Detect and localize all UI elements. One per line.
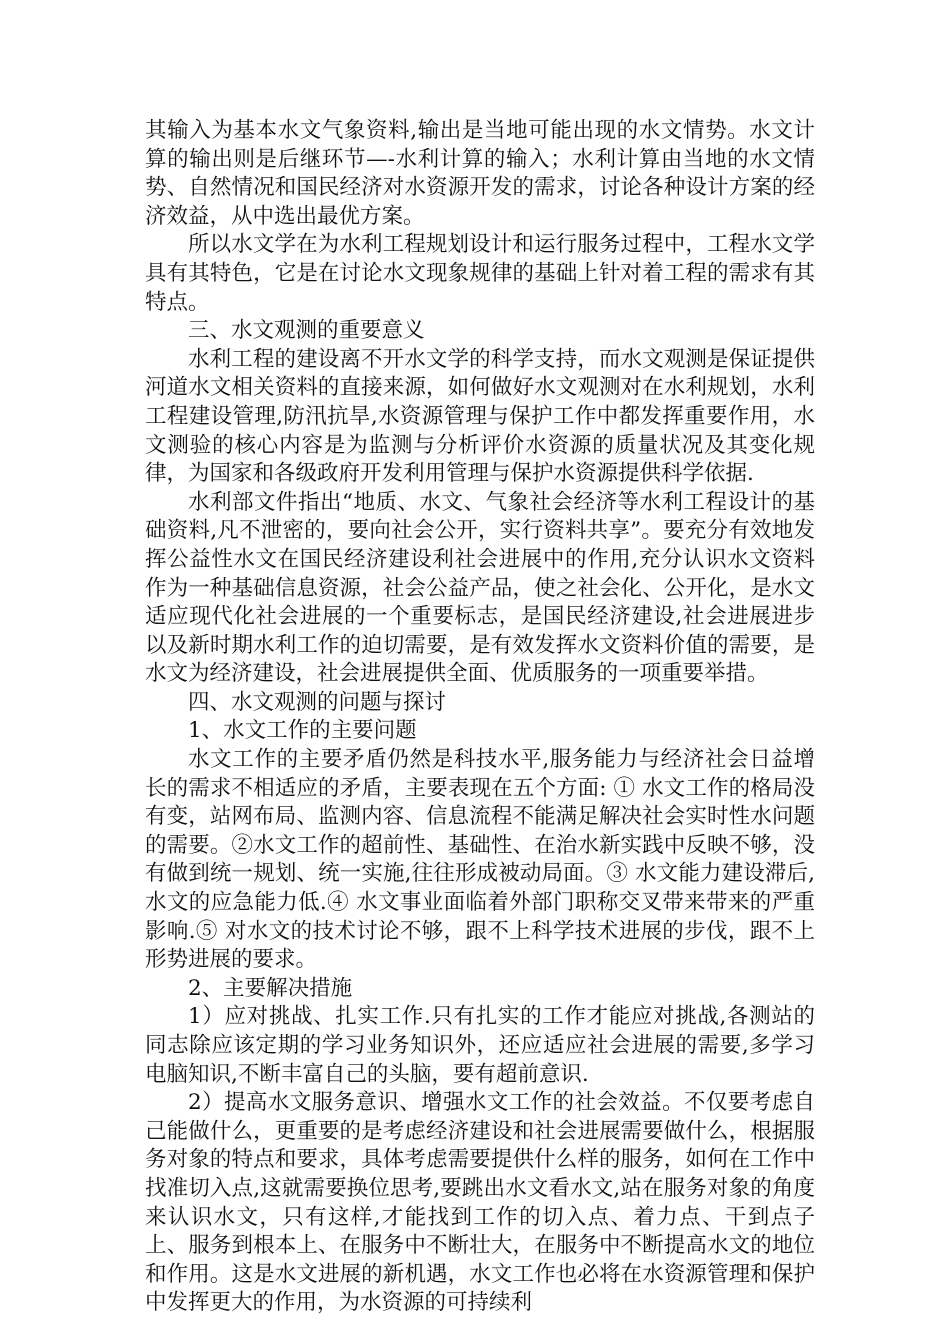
document-body: [145, 117, 815, 1318]
paragraph-main-problems: 水文工作的主要矛盾仍然是科技水平,服务能力与经济社会日益增长的需求不相适应的矛盾，主要表现在五个方面: ① 水文工作的格局没有变，站网布局、监测内容、信息流程不能满足解决社会实时性水问题的需要。②水文工作的超前性、基础性、在治水新实践中反映不够，没有做到统一规划、统一实施,往往形成被动局面。③ 水文能力建设滞后,水文的应急能力低.④ 水文事业面临着外部门职称交叉带来带来的严重影响.⑤ 对水文的技术讨论不够，跟不上科学技术进展的步伐，跟不上形势进展的要求。: [145, 747, 815, 973]
section-heading-3: 三、水文观测的重要意义: [188, 318, 425, 344]
subsection-heading-2: 2、主要解决措施: [188, 975, 353, 1001]
paragraph-hydrology-calculation: 其输入为基本水文气象资料,输出是当地可能出现的水文情势。水文计算的输出则是后继环节—-水利计算的输入；水利计算由当地的水文情势、自然情况和国民经济对水资源开发的需求，讨论各种设计方案的经济效益，从中选出最优方案。: [145, 118, 815, 229]
paragraph-measure-1: 1）应对挑战、扎实工作.只有扎实的工作才能应对挑战,各测站的同志除应该定期的学习业务知识外，还应适应社会进展的需要,多学习电脑知识,不断丰富自己的头脑，要有超前意识.: [145, 1004, 815, 1087]
paragraph-measure-2: 2）提高水文服务意识、增强水文工作的社会效益。不仅要考虑自己能做什么，更重要的是考虑经济建设和社会进展需要做什么，根据服务对象的特点和要求，具体考虑需要提供什么样的服务，如何在工作中找准切入点,这就需要换位思考,要跳出水文看水文,站在服务对象的角度来认识水文，只有这样,才能找到工作的切入点、着力点、干到点子上、服务到根本上、在服务中不断壮大，在服务中不断提高水文的地位和作用。这是水文进展的新机遇，水文工作也必将在水资源管理和保护中发挥更大的作用，为水资源的可持续利: [145, 1090, 815, 1316]
section-heading-4: 四、水文观测的问题与探讨: [188, 689, 447, 715]
paragraph-ministry-document: 水利部文件指出“地质、水文、气象社会经济等水利工程设计的基础资料,凡不泄密的，要向社会公开，实行资料共享”。要充分有效地发挥公益性水文在国民经济建设利社会进展中的作用,充分认识水文资料作为一种基础信息资源，社会公益产品，使之社会化、公开化，是水文适应现代化社会进展的一个重要标志，是国民经济建设,社会进展进步以及新时期水利工作的迫切需要，是有效发挥水文资料价值的需要，是水文为经济建设，社会进展提供全面、优质服务的一项重要举措。: [145, 489, 815, 687]
paragraph-observation-importance: 水利工程的建设离不开水文学的科学支持，而水文观测是保证提供河道水文相关资料的直接来源，如何做好水文观测对在水利规划，水利工程建设管理,防汛抗旱,水资源管理与保护工作中都发挥重要作用，水文测验的核心内容是为监测与分析评价水资源的质量状况及其变化规律，为国家和各级政府开发利用管理与保护水资源提供科学依据.: [145, 346, 815, 487]
paragraph-engineering-hydrology: 所以水文学在为水利工程规划设计和运行服务过程中，工程水文学具有其特色，它是在讨论水文现象规律的基础上针对着工程的需求有其特点。: [145, 232, 815, 315]
subsection-heading-1: 1、水文工作的主要问题: [188, 718, 417, 744]
